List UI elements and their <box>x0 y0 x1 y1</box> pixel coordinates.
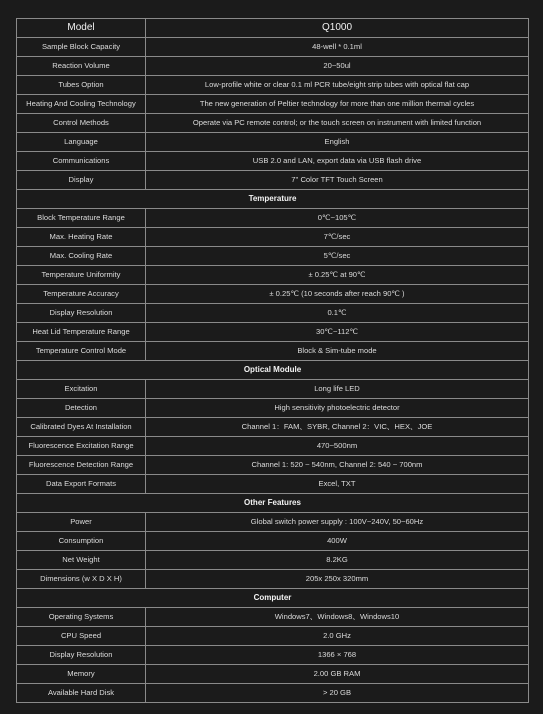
spec-label: Language <box>17 133 146 152</box>
spec-table-body <box>17 19 529 703</box>
spec-value: 20~50ul <box>146 57 529 76</box>
spec-value: USB 2.0 and LAN, export data via USB flash drive <box>146 152 529 171</box>
spec-value: Channel 1：FAM、SYBR, Channel 2：VIC、HEX、JOE <box>146 418 529 437</box>
section-header-row <box>17 190 529 209</box>
model-value: Q1000 <box>146 19 529 38</box>
spec-row <box>17 304 529 323</box>
spec-value: 470~500nm <box>146 437 529 456</box>
spec-value: Windows7、Windows8、Windows10 <box>146 608 529 627</box>
spec-value: English <box>146 133 529 152</box>
spec-value: 1366 × 768 <box>146 646 529 665</box>
spec-row <box>17 152 529 171</box>
spec-value: Long life LED <box>146 380 529 399</box>
spec-value: ± 0.25℃ at 90℃ <box>146 266 529 285</box>
section-header-row <box>17 494 529 513</box>
spec-value: Low-profile white or clear 0.1 ml PCR tube/eight strip tubes with optical flat cap <box>146 76 529 95</box>
spec-value: 2.00 GB RAM <box>146 665 529 684</box>
spec-label: Net Weight <box>17 551 146 570</box>
spec-label: Display <box>17 171 146 190</box>
spec-value: 7'' Color TFT Touch Screen <box>146 171 529 190</box>
spec-row <box>17 342 529 361</box>
spec-label: Temperature Accuracy <box>17 285 146 304</box>
spec-row <box>17 456 529 475</box>
spec-row <box>17 285 529 304</box>
spec-label: Calibrated Dyes At Installation <box>17 418 146 437</box>
table-header-row <box>17 19 529 38</box>
spec-label: Detection <box>17 399 146 418</box>
spec-value: The new generation of Peltier technology for more than one million thermal cycles <box>146 95 529 114</box>
section-title: Optical Module <box>17 361 529 380</box>
spec-label: Temperature Uniformity <box>17 266 146 285</box>
spec-row <box>17 209 529 228</box>
spec-row <box>17 665 529 684</box>
spec-label: Max. Heating Rate <box>17 228 146 247</box>
spec-label: Operating Systems <box>17 608 146 627</box>
spec-row <box>17 399 529 418</box>
spec-row <box>17 513 529 532</box>
section-header-row <box>17 589 529 608</box>
spec-value: Channel 1: 520 ~ 540nm, Channel 2: 540 ~ 700nm <box>146 456 529 475</box>
spec-row <box>17 247 529 266</box>
spec-row <box>17 38 529 57</box>
spec-label: Consumption <box>17 532 146 551</box>
spec-label: Sample Block Capacity <box>17 38 146 57</box>
spec-label: Control Methods <box>17 114 146 133</box>
spec-row <box>17 133 529 152</box>
spec-label: Block Temperature Range <box>17 209 146 228</box>
spec-label: Dimensions (w X D X H) <box>17 570 146 589</box>
spec-label: Heating And Cooling Technology <box>17 95 146 114</box>
spec-label: Display Resolution <box>17 304 146 323</box>
spec-row <box>17 95 529 114</box>
spec-row <box>17 551 529 570</box>
spec-row <box>17 608 529 627</box>
spec-row <box>17 76 529 95</box>
spec-value: 8.2KG <box>146 551 529 570</box>
spec-label: Data Export Formats <box>17 475 146 494</box>
spec-value: > 20 GB <box>146 684 529 703</box>
spec-row <box>17 570 529 589</box>
spec-row <box>17 380 529 399</box>
section-title: Temperature <box>17 190 529 209</box>
spec-row <box>17 57 529 76</box>
spec-label: Memory <box>17 665 146 684</box>
model-label: Model <box>17 19 146 38</box>
spec-label: Tubes Option <box>17 76 146 95</box>
spec-label: Display Resolution <box>17 646 146 665</box>
spec-value: 48-well * 0.1ml <box>146 38 529 57</box>
spec-row <box>17 114 529 133</box>
spec-row <box>17 532 529 551</box>
spec-value: High sensitivity photoelectric detector <box>146 399 529 418</box>
spec-label: Communications <box>17 152 146 171</box>
spec-value: Operate via PC remote control; or the touch screen on instrument with limited function <box>146 114 529 133</box>
spec-value: Block & Sim-tube mode <box>146 342 529 361</box>
spec-label: Fluorescence Excitation Range <box>17 437 146 456</box>
spec-label: Excitation <box>17 380 146 399</box>
section-title: Computer <box>17 589 529 608</box>
spec-label: Reaction Volume <box>17 57 146 76</box>
spec-label: Heat Lid Temperature Range <box>17 323 146 342</box>
spec-value: 5℃/sec <box>146 247 529 266</box>
spec-row <box>17 646 529 665</box>
spec-value: Excel, TXT <box>146 475 529 494</box>
spec-label: Available Hard Disk <box>17 684 146 703</box>
spec-value: 0℃~105℃ <box>146 209 529 228</box>
spec-row <box>17 323 529 342</box>
spec-value: 400W <box>146 532 529 551</box>
spec-value: 7℃/sec <box>146 228 529 247</box>
spec-label: Max. Cooling Rate <box>17 247 146 266</box>
spec-label: Temperature Control Mode <box>17 342 146 361</box>
spec-label: CPU Speed <box>17 627 146 646</box>
spec-value: 0.1℃ <box>146 304 529 323</box>
spec-value: Global switch power supply : 100V~240V, 50~60Hz <box>146 513 529 532</box>
spec-label: Fluorescence Detection Range <box>17 456 146 475</box>
section-title: Other Features <box>17 494 529 513</box>
spec-row <box>17 266 529 285</box>
spec-row <box>17 171 529 190</box>
spec-row <box>17 418 529 437</box>
spec-row <box>17 475 529 494</box>
spec-value: ± 0.25℃ (10 seconds after reach 90℃ ) <box>146 285 529 304</box>
spec-row <box>17 684 529 703</box>
spec-value: 2.0 GHz <box>146 627 529 646</box>
spec-row <box>17 437 529 456</box>
spec-table <box>16 18 529 703</box>
spec-label: Power <box>17 513 146 532</box>
section-header-row <box>17 361 529 380</box>
spec-value: 205x 250x 320mm <box>146 570 529 589</box>
spec-row <box>17 627 529 646</box>
spec-value: 30℃~112℃ <box>146 323 529 342</box>
spec-row <box>17 228 529 247</box>
